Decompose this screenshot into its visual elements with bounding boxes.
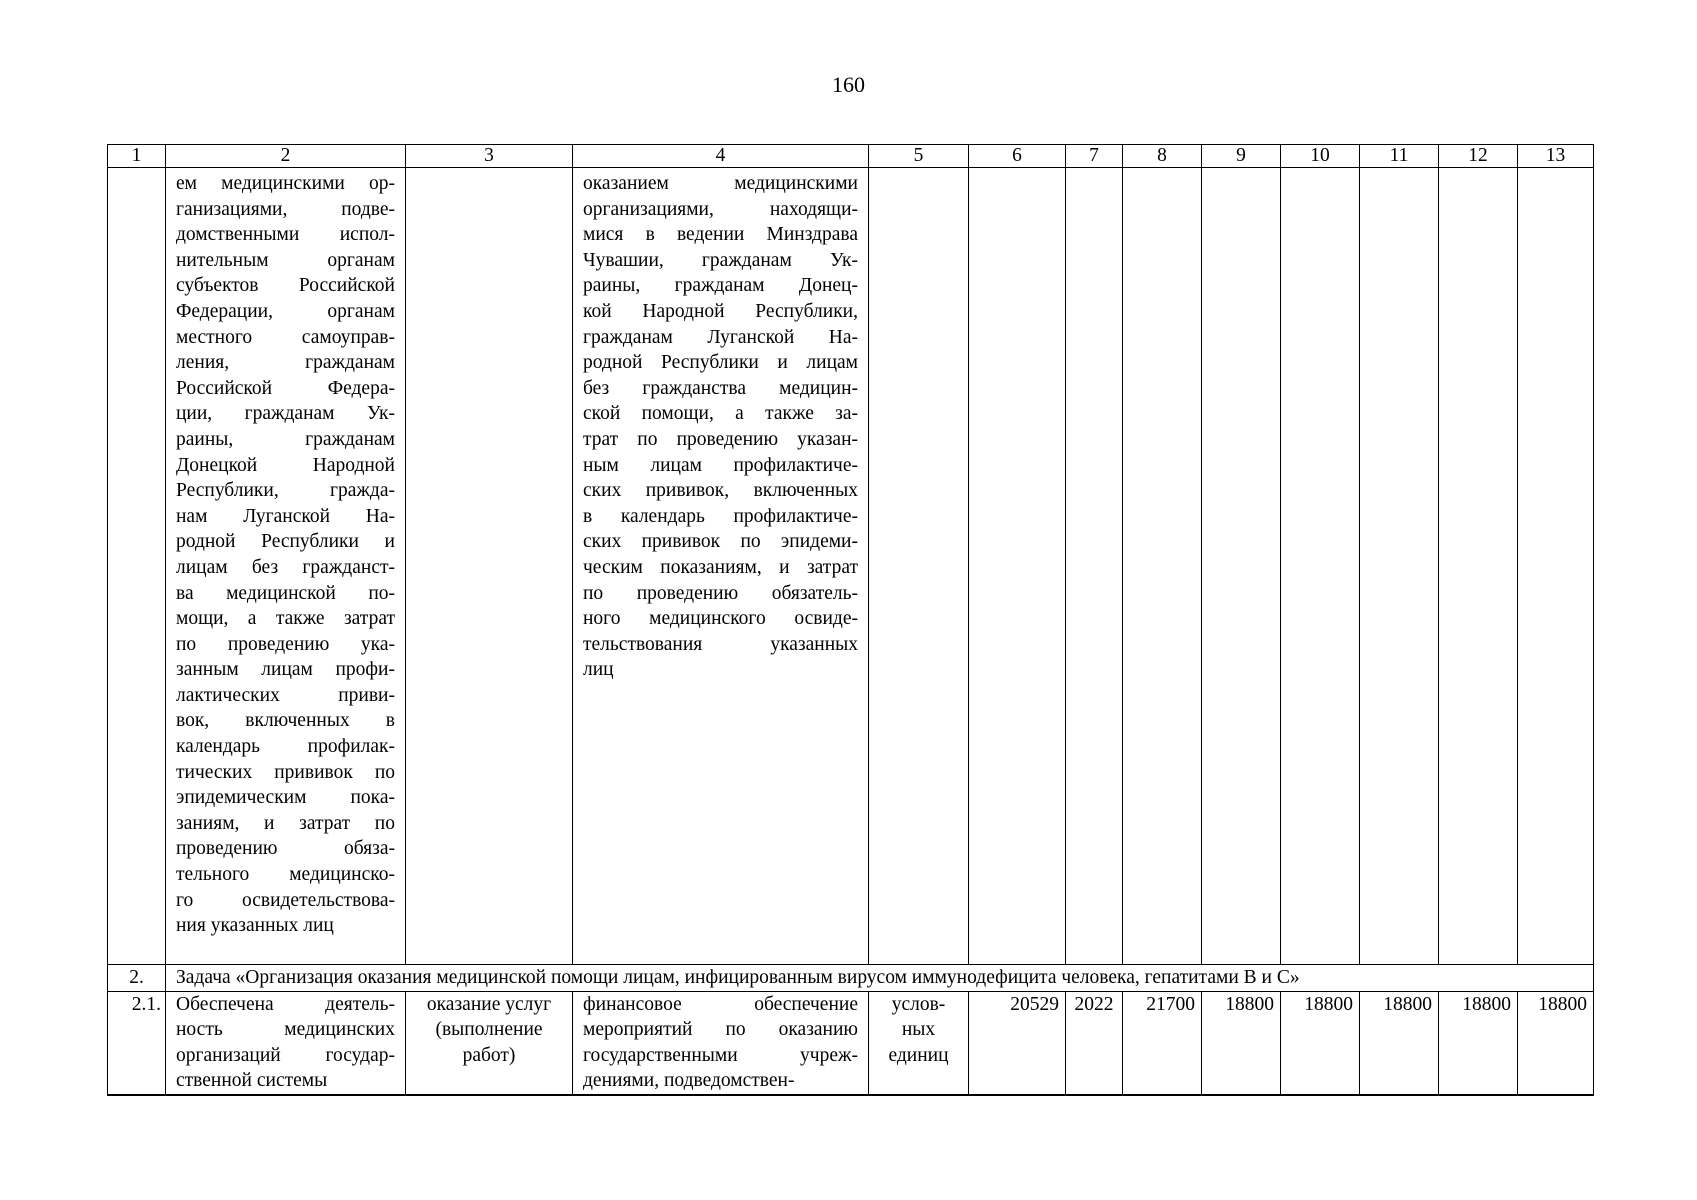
cell-empty [1123, 168, 1202, 965]
item-value-col13: 18800 [1518, 991, 1594, 1095]
text-line: родной Республики и [176, 531, 395, 553]
text-line: трат по проведению указан- [583, 428, 858, 450]
column-number: 2 [166, 145, 406, 168]
text-line: без гражданства медицин- [583, 377, 858, 399]
text-line: ного медицинского освиде- [583, 608, 858, 630]
continuation-row [108, 168, 1594, 965]
item-value-col8: 21700 [1123, 991, 1202, 1095]
text-lines [176, 992, 395, 1094]
column-number: 7 [1066, 145, 1123, 168]
column-number: 6 [969, 145, 1066, 168]
text-lines [176, 171, 395, 939]
cell-empty [1066, 168, 1123, 965]
cell-empty [1518, 168, 1594, 965]
text-line: ции, гражданам Ук- [176, 403, 395, 425]
text-lines [410, 992, 568, 1069]
text-line: (выполнение [435, 1019, 543, 1041]
text-line: го освидетельствова- [176, 889, 395, 911]
text-line: по проведению ука- [176, 633, 395, 655]
text-line: финансовое обеспечение [583, 993, 858, 1015]
text-line: Донецкой Народной [176, 454, 395, 476]
column-number: 9 [1202, 145, 1281, 168]
page-number: 160 [832, 72, 865, 97]
text-line: мощи, а также затрат [176, 608, 395, 630]
text-line: оказанием медицинскими [583, 173, 858, 194]
text-line: заниям, и затрат по [176, 812, 395, 834]
text-line: ления, гражданам [176, 352, 395, 374]
item-value-col12: 18800 [1439, 991, 1518, 1095]
text-line: Обеспечена деятель- [176, 993, 395, 1015]
text-line: Республики, гражда- [176, 480, 395, 502]
text-line: ва медицинской по- [176, 582, 395, 604]
item-value-col9: 18800 [1202, 991, 1281, 1095]
text-line: мероприятий по оказанию [583, 1019, 858, 1041]
cell-empty [406, 168, 573, 965]
column-number-row [108, 145, 1594, 168]
text-line: ганизациями, подве- [176, 198, 395, 220]
text-line: государственными учреж- [583, 1044, 858, 1066]
item-description [573, 991, 869, 1095]
item-value-col10: 18800 [1281, 991, 1360, 1095]
cell-number-empty [108, 168, 166, 965]
item-value-col7: 2022 [1066, 991, 1123, 1095]
cell-empty [869, 168, 969, 965]
text-line: гражданам Луганской На- [583, 326, 858, 348]
text-line: мися в ведении Минздрава [583, 224, 858, 246]
text-line: единиц [888, 1044, 949, 1066]
cell-description-continued [573, 168, 869, 965]
text-line: услов- [891, 993, 946, 1015]
column-number: 1 [108, 145, 166, 168]
text-line: домственными испол- [176, 224, 395, 246]
text-lines [873, 992, 964, 1069]
text-line: проведению обяза- [176, 838, 395, 860]
column-number: 5 [869, 145, 969, 168]
text-line: организациями, находящи- [583, 198, 858, 220]
text-line: лиц [583, 659, 614, 681]
item-value-col6: 20529 [969, 991, 1066, 1095]
text-line: эпидемическим пока- [176, 787, 395, 809]
text-line: по проведению обязатель- [583, 582, 858, 604]
text-line: лицам без гражданст- [176, 556, 395, 578]
cell-empty [1281, 168, 1360, 965]
text-line: календарь профилак- [176, 736, 395, 758]
text-line: тических прививок по [176, 761, 395, 783]
text-line: субъектов Российской [176, 275, 395, 297]
text-line: ность медицинских [176, 1019, 395, 1041]
cell-empty [1360, 168, 1439, 965]
item-value-col11: 18800 [1360, 991, 1439, 1095]
text-line: ских прививок по эпидеми- [583, 531, 858, 553]
text-line: Чувашии, гражданам Ук- [583, 249, 858, 271]
column-number: 8 [1123, 145, 1202, 168]
text-line: раины, гражданам [176, 428, 395, 450]
text-line: работ) [462, 1044, 516, 1066]
column-number: 13 [1518, 145, 1594, 168]
text-line: занным лицам профи- [176, 659, 395, 681]
text-line: организаций государ- [176, 1044, 395, 1066]
task-number: 2. [108, 965, 166, 992]
item-event-name [166, 991, 406, 1095]
text-line: Федерации, органам [176, 300, 395, 322]
cell-empty [1439, 168, 1518, 965]
text-line: лактических приви- [176, 684, 395, 706]
text-lines [583, 992, 858, 1094]
text-line: раины, гражданам Донец- [583, 275, 858, 297]
text-line: ния указанных лиц [176, 915, 334, 937]
text-line: ных [901, 1019, 936, 1041]
budget-table [107, 144, 1594, 1096]
column-number: 4 [573, 145, 869, 168]
text-line: вок, включенных в [176, 710, 395, 732]
text-lines [583, 171, 858, 683]
cell-empty [969, 168, 1066, 965]
column-number: 11 [1360, 145, 1439, 168]
text-line: местного самоуправ- [176, 326, 395, 348]
column-number: 3 [406, 145, 573, 168]
task-row [108, 965, 1594, 992]
text-line: нам Луганской На- [176, 505, 395, 527]
cell-event-name-continued [166, 168, 406, 965]
item-number: 2.1. [108, 991, 166, 1095]
text-line: ческим показаниям, и затрат [583, 556, 858, 578]
column-number: 12 [1439, 145, 1518, 168]
text-line: тельного медицинско- [176, 864, 395, 886]
text-line: тельствования указанных [583, 633, 858, 655]
item-unit [869, 991, 969, 1095]
text-line: ской помощи, а также за- [583, 403, 858, 425]
item-row [108, 991, 1594, 1095]
item-service-type [406, 991, 573, 1095]
text-line: ских прививок, включенных [583, 480, 858, 502]
text-line: родной Республики и лицам [583, 352, 858, 374]
text-line: нительным органам [176, 249, 395, 271]
text-line: кой Народной Республики, [583, 300, 858, 322]
text-line: в календарь профилактиче- [583, 505, 858, 527]
text-line: ным лицам профилактиче- [583, 454, 858, 476]
text-line: дениями, подведомствен- [583, 1070, 795, 1092]
task-title: Задача «Организация оказания медицинской помощи лицам, инфицированным вирусом иммунодефицита человека, гепатитами В и С» [166, 965, 1594, 992]
cell-empty [1202, 168, 1281, 965]
text-line: Российской Федера- [176, 377, 395, 399]
text-line: оказание услуг [426, 993, 552, 1015]
column-number: 10 [1281, 145, 1360, 168]
text-line: ем медицинскими ор- [176, 173, 395, 194]
text-line: ственной системы [176, 1070, 328, 1092]
